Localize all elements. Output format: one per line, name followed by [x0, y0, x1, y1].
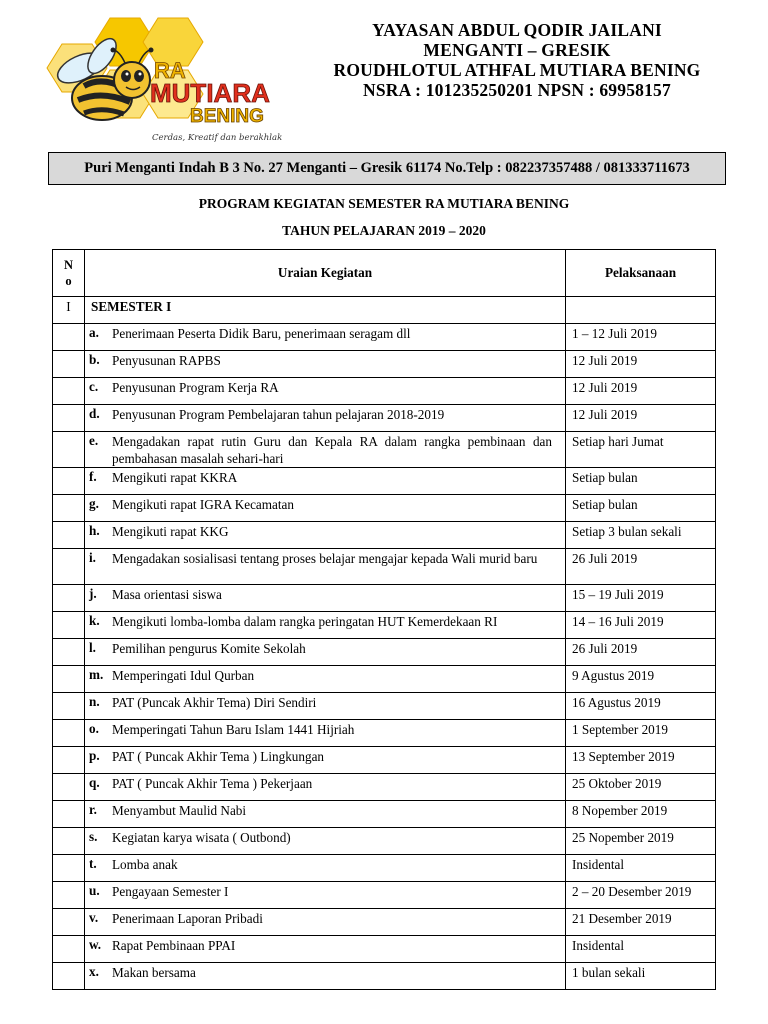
activity-text: PAT (Puncak Akhir Tema) Diri Sendiri [112, 695, 317, 710]
activity-text: Mengadakan rapat rutin Guru dan Kepala RA dalam rangka pembinaan dan pembahasan masalah sehari-hari [112, 434, 552, 466]
row-number-cell [53, 324, 85, 351]
activity-letter: d. [89, 406, 100, 421]
activity-text: Lomba anak [112, 857, 178, 872]
activity-letter: u. [89, 883, 100, 898]
activity-letter: o. [89, 721, 99, 736]
activity-text: Pemilihan pengurus Komite Sekolah [112, 641, 306, 656]
logo-text-ra: RA [154, 58, 186, 83]
activity-cell [85, 405, 566, 432]
row-number-cell [53, 909, 85, 936]
schedule-cell: 25 Nopember 2019 [566, 828, 716, 855]
schedule-cell: 13 September 2019 [566, 747, 716, 774]
activity-letter: i. [89, 550, 96, 565]
activity-text: Penerimaan Peserta Didik Baru, penerimaan seragam dll [112, 326, 411, 341]
activity-cell [85, 882, 566, 909]
row-number-cell [53, 801, 85, 828]
schedule-cell: Insidental [566, 936, 716, 963]
schedule-cell: 1 bulan sekali [566, 963, 716, 990]
section-title: SEMESTER I [85, 297, 566, 324]
row-number-cell [53, 882, 85, 909]
activity-cell [85, 693, 566, 720]
schedule-cell: 1 – 12 Juli 2019 [566, 324, 716, 351]
table-row [53, 666, 716, 693]
document-subtitle: TAHUN PELAJARAN 2019 – 2020 [282, 223, 486, 238]
activity-cell [85, 468, 566, 495]
activity-text: Rapat Pembinaan PPAI [112, 938, 236, 953]
activity-letter: w. [89, 937, 102, 952]
section-empty-cell [566, 297, 716, 324]
school-ids: NSRA : 101235250201 NPSN : 69958157 [363, 80, 671, 100]
row-number-cell [53, 855, 85, 882]
table-row [53, 495, 716, 522]
activity-cell [85, 324, 566, 351]
activity-text: Mengikuti rapat KKRA [112, 470, 238, 485]
schedule-cell: 12 Juli 2019 [566, 405, 716, 432]
row-number-cell [53, 828, 85, 855]
schedule-cell: 12 Juli 2019 [566, 351, 716, 378]
table-row [53, 801, 716, 828]
activity-letter: l. [89, 640, 96, 655]
school-logo [40, 16, 308, 146]
activity-letter: t. [89, 856, 97, 871]
activity-letter: s. [89, 829, 98, 844]
foundation-location: MENGANTI – GRESIK [423, 40, 611, 60]
activity-letter: n. [89, 694, 100, 709]
table-row [53, 585, 716, 612]
table-row [53, 324, 716, 351]
address-bar: Puri Menganti Indah B 3 No. 27 Menganti – Gresik 61174 No.Telp : 082237357488 / 081333711673 [48, 152, 726, 185]
foundation-name: YAYASAN ABDUL QODIR JAILANI [372, 20, 662, 40]
activity-cell [85, 378, 566, 405]
row-number-cell [53, 378, 85, 405]
activity-text: Penerimaan Laporan Pribadi [112, 911, 263, 926]
document-title: PROGRAM KEGIATAN SEMESTER RA MUTIARA BENING [198, 196, 570, 211]
schedule-cell: 15 – 19 Juli 2019 [566, 585, 716, 612]
activity-cell [85, 963, 566, 990]
logo-text-mutiara: MUTIARA [150, 78, 270, 108]
row-number-cell [53, 774, 85, 801]
activity-text: Mengikuti lomba-lomba dalam rangka peringatan HUT Kemerdekaan RI [112, 614, 498, 629]
schedule-cell: Setiap 3 bulan sekali [566, 522, 716, 549]
activity-cell [85, 351, 566, 378]
activity-text: Masa orientasi siswa [112, 587, 222, 602]
table-row [53, 639, 716, 666]
row-number-cell [53, 522, 85, 549]
table-row [53, 774, 716, 801]
activity-text: Penyusunan RAPBS [112, 353, 221, 368]
schedule-cell: 1 September 2019 [566, 720, 716, 747]
activity-text: Kegiatan karya wisata ( Outbond) [112, 830, 291, 845]
header-uraian: Uraian Kegiatan [85, 250, 566, 297]
activity-cell [85, 855, 566, 882]
logo-tagline: Cerdas, Kreatif dan berakhlak [152, 133, 283, 143]
schedule-cell: 26 Juli 2019 [566, 549, 716, 585]
activity-letter: r. [89, 802, 97, 817]
activity-letter: f. [89, 469, 97, 484]
schedule-cell: 14 – 16 Juli 2019 [566, 612, 716, 639]
activity-text: Mengadakan sosialisasi tentang proses belajar mengajar kepada Wali murid baru [112, 551, 538, 566]
row-number-cell [53, 936, 85, 963]
table-row [53, 468, 716, 495]
activity-letter: k. [89, 613, 100, 628]
row-number-cell [53, 693, 85, 720]
table-row [53, 747, 716, 774]
row-number-cell [53, 639, 85, 666]
schedule-cell: 21 Desember 2019 [566, 909, 716, 936]
activity-letter: m. [89, 667, 104, 682]
table-row [53, 720, 716, 747]
activity-cell [85, 666, 566, 693]
header-no: N o [53, 250, 85, 297]
activity-text: Penyusunan Program Kerja RA [112, 380, 279, 395]
activity-cell [85, 801, 566, 828]
schedule-cell: Insidental [566, 855, 716, 882]
schedule-cell: 26 Juli 2019 [566, 639, 716, 666]
activity-cell [85, 549, 566, 585]
activity-letter: e. [89, 433, 99, 448]
row-number-cell [53, 495, 85, 522]
activity-cell [85, 936, 566, 963]
activity-cell [85, 909, 566, 936]
activity-letter: p. [89, 748, 100, 763]
logo-text-bening: BENING [190, 106, 264, 127]
activity-text: Mengikuti rapat IGRA Kecamatan [112, 497, 295, 512]
schedule-cell: Setiap bulan [566, 495, 716, 522]
schedule-cell: Setiap hari Jumat [566, 432, 716, 468]
section-row [53, 297, 716, 324]
activity-cell [85, 585, 566, 612]
table-row [53, 882, 716, 909]
activity-cell [85, 774, 566, 801]
activity-cell [85, 720, 566, 747]
activity-cell [85, 828, 566, 855]
activity-text: Mengikuti rapat KKG [112, 524, 229, 539]
activity-text: Memperingati Tahun Baru Islam 1441 Hijriah [112, 722, 355, 737]
activity-table [52, 249, 716, 990]
row-number-cell [53, 963, 85, 990]
table-row [53, 963, 716, 990]
schedule-cell: 8 Nopember 2019 [566, 801, 716, 828]
table-row [53, 828, 716, 855]
schedule-cell: 12 Juli 2019 [566, 378, 716, 405]
table-row [53, 693, 716, 720]
row-number-cell [53, 549, 85, 585]
letterhead [312, 20, 722, 100]
row-number-cell [53, 747, 85, 774]
row-number-cell [53, 468, 85, 495]
schedule-cell: 9 Agustus 2019 [566, 666, 716, 693]
activity-cell [85, 522, 566, 549]
table-row [53, 351, 716, 378]
activity-cell [85, 747, 566, 774]
row-number-cell [53, 666, 85, 693]
activity-text: Pengayaan Semester I [112, 884, 229, 899]
activity-letter: v. [89, 910, 99, 925]
activity-text: Penyusunan Program Pembelajaran tahun pelajaran 2018-2019 [112, 407, 445, 422]
activity-letter: q. [89, 775, 100, 790]
table-row [53, 909, 716, 936]
row-number-cell [53, 720, 85, 747]
activity-text: PAT ( Puncak Akhir Tema ) Lingkungan [112, 749, 325, 764]
activity-letter: h. [89, 523, 100, 538]
school-name: ROUDHLOTUL ATHFAL MUTIARA BENING [333, 60, 701, 80]
activity-letter: g. [89, 496, 99, 511]
table-row [53, 378, 716, 405]
activity-letter: x. [89, 964, 99, 979]
row-number-cell [53, 351, 85, 378]
schedule-cell: 2 – 20 Desember 2019 [566, 882, 716, 909]
activity-cell [85, 612, 566, 639]
activity-text: PAT ( Puncak Akhir Tema ) Pekerjaan [112, 776, 313, 791]
row-number-cell [53, 612, 85, 639]
activity-letter: a. [89, 325, 99, 340]
activity-text: Memperingati Idul Qurban [112, 668, 255, 683]
table-row [53, 432, 716, 468]
row-number-cell [53, 405, 85, 432]
table-row [53, 405, 716, 432]
activity-letter: c. [89, 379, 99, 394]
activity-cell [85, 495, 566, 522]
schedule-cell: 25 Oktober 2019 [566, 774, 716, 801]
table-header-row [53, 250, 716, 297]
table-row [53, 936, 716, 963]
table-row [53, 855, 716, 882]
activity-cell [85, 639, 566, 666]
row-number-cell [53, 432, 85, 468]
section-number: I [53, 297, 85, 324]
table-row [53, 522, 716, 549]
table-row [53, 612, 716, 639]
schedule-cell: Setiap bulan [566, 468, 716, 495]
row-number-cell [53, 585, 85, 612]
activity-letter: j. [89, 586, 97, 601]
header-pelaksanaan: Pelaksanaan [566, 250, 716, 297]
activity-text: Makan bersama [112, 965, 196, 980]
activity-letter: b. [89, 352, 100, 367]
schedule-cell: 16 Agustus 2019 [566, 693, 716, 720]
table-row [53, 549, 716, 585]
activity-text: Menyambut Maulid Nabi [112, 803, 247, 818]
activity-cell [85, 432, 566, 468]
